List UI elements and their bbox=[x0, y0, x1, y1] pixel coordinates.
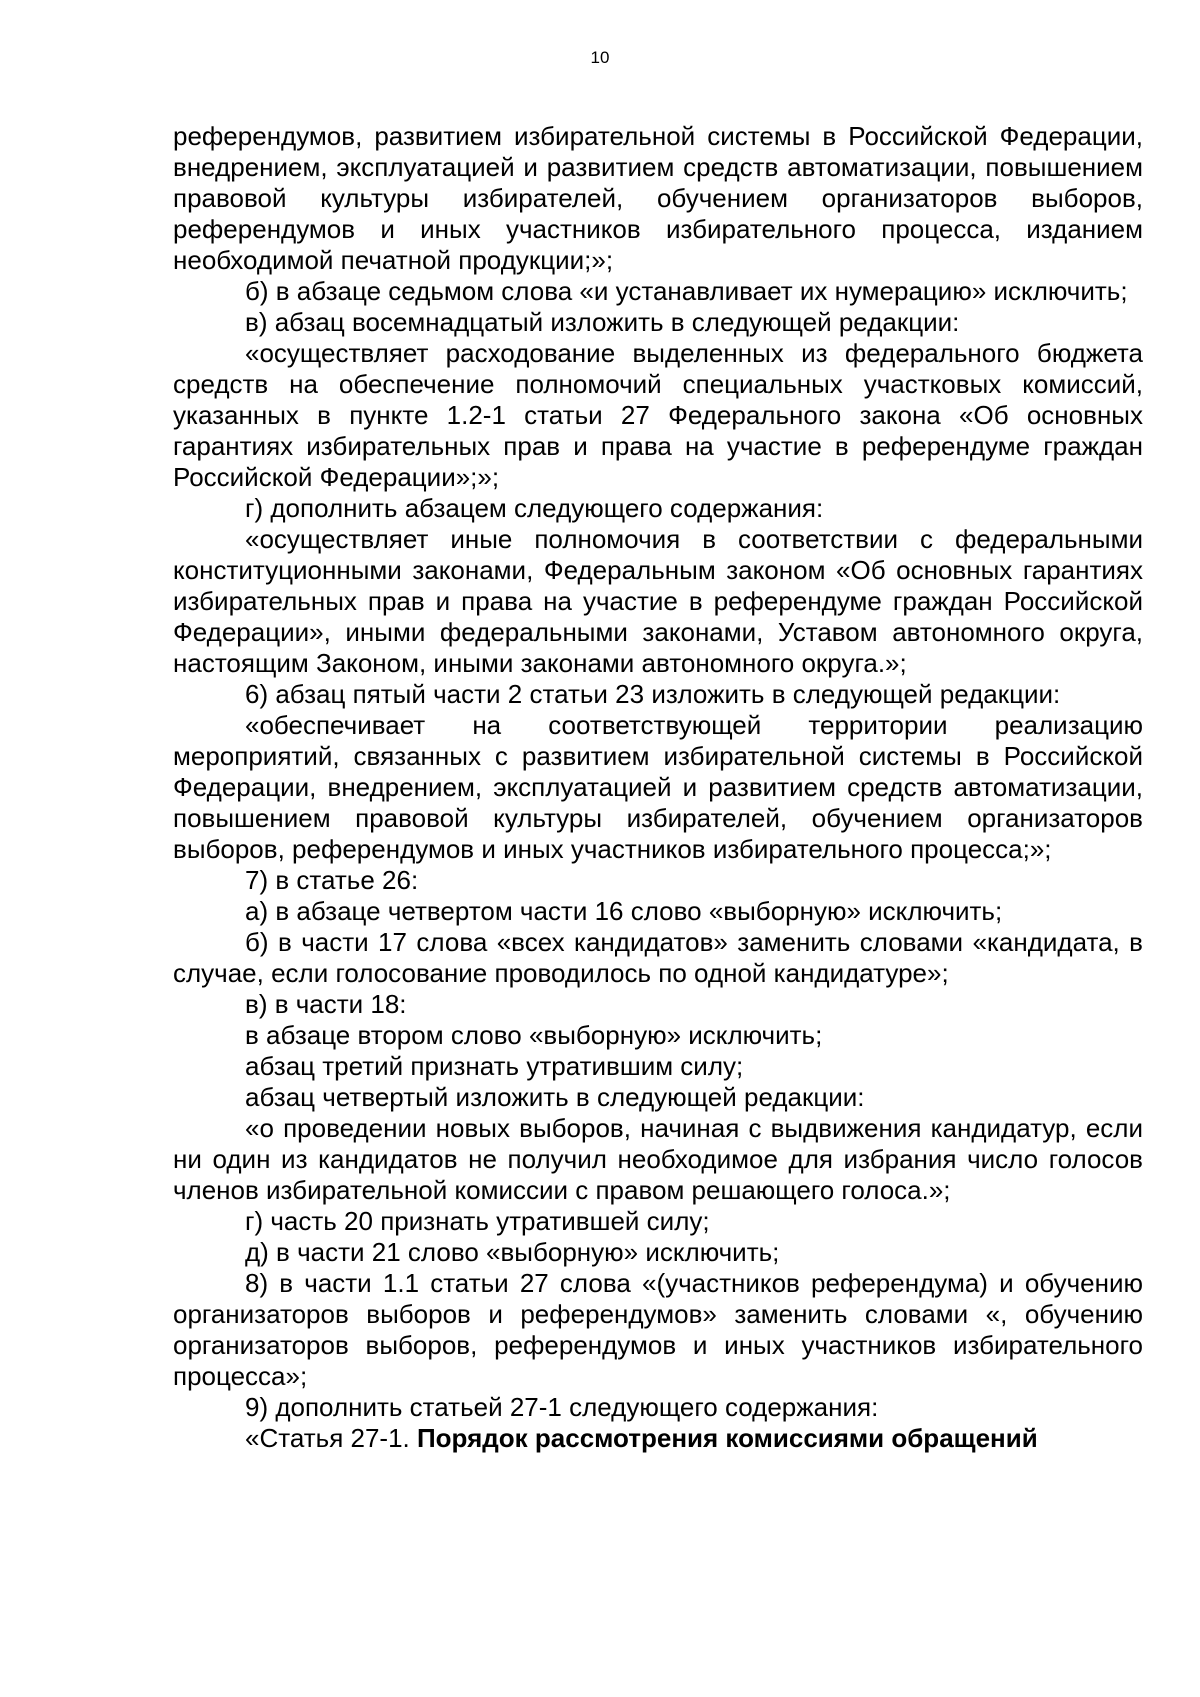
paragraph: г) часть 20 признать утратившей силу; bbox=[245, 1206, 710, 1236]
paragraph: в) в части 18: bbox=[245, 989, 407, 1019]
paragraph: б) в части 17 слова «всех кандидатов» заменить словами «кандидата, в случае, если голосование проводилось по одной кандидатуре»; bbox=[173, 927, 1143, 988]
article-heading-prefix: «Статья 27-1. bbox=[245, 1423, 417, 1453]
paragraph: в) абзац восемнадцатый изложить в следующей редакции: bbox=[245, 307, 960, 337]
paragraph: абзац четвертый изложить в следующей редакции: bbox=[245, 1082, 865, 1112]
paragraph: а) в абзаце четвертом части 16 слово «выборную» исключить; bbox=[245, 896, 1003, 926]
paragraph: г) дополнить абзацем следующего содержания: bbox=[245, 493, 824, 523]
paragraph: 8) в части 1.1 статьи 27 слова «(участников референдума) и обучению организаторов выборов и референдумов» заменить словами «, обучению организаторов выборов, референдумов и иных участников избирательного процесса»; bbox=[173, 1268, 1143, 1391]
paragraph: 7) в статье 26: bbox=[245, 865, 419, 895]
paragraph: в абзаце втором слово «выборную» исключить; bbox=[245, 1020, 823, 1050]
paragraph: б) в абзаце седьмом слова «и устанавливает их нумерацию» исключить; bbox=[245, 276, 1128, 306]
paragraph: д) в части 21 слово «выборную» исключить; bbox=[245, 1237, 780, 1267]
paragraph: референдумов, развитием избирательной системы в Российской Федерации, внедрением, эксплуатацией и развитием средств автоматизации, повышением правовой культуры избирателей, обучением организаторов выборов, референдумов и иных участников избирательного процесса, изданием необходимой печатной продукции;»; bbox=[173, 121, 1143, 275]
paragraph: «осуществляет расходование выделенных из федерального бюджета средств на обеспечение полномочий специальных участковых комиссий, указанных в пункте 1.2-1 статьи 27 Федерального закона «Об основных гарантиях избирательных прав и права на участие в референдуме граждан Российской Федерации»;»; bbox=[173, 338, 1143, 492]
article-heading bbox=[173, 1423, 1143, 1454]
paragraph: 9) дополнить статьей 27-1 следующего содержания: bbox=[245, 1392, 879, 1422]
page-number: 10 bbox=[590, 48, 610, 67]
paragraph: абзац третий признать утратившим силу; bbox=[245, 1051, 744, 1081]
paragraph: 6) абзац пятый части 2 статьи 23 изложить в следующей редакции: bbox=[245, 679, 1061, 709]
document-body bbox=[173, 121, 1143, 1454]
article-heading-title: Порядок рассмотрения комиссиями обращений bbox=[416, 1423, 1038, 1453]
paragraph: «о проведении новых выборов, начиная с выдвижения кандидатур, если ни один из кандидатов не получил необходимое для избрания число голосов членов избирательной комиссии с правом решающего голоса.»; bbox=[173, 1113, 1143, 1205]
paragraph: «осуществляет иные полномочия в соответствии с федеральными конституционными законами, Федеральным законом «Об основных гарантиях избирательных прав и права на участие в референдуме граждан Российской Федерации», иными федеральными законами, Уставом автономного округа, настоящим Законом, иными законами автономного округа.»; bbox=[173, 524, 1143, 678]
paragraph: «обеспечивает на соответствующей территории реализацию мероприятий, связанных с развитием избирательной системы в Российской Федерации, внедрением, эксплуатацией и развитием средств автоматизации, повышением правовой культуры избирателей, обучением организаторов выборов, референдумов и иных участников избирательного процесса;»; bbox=[173, 710, 1143, 864]
